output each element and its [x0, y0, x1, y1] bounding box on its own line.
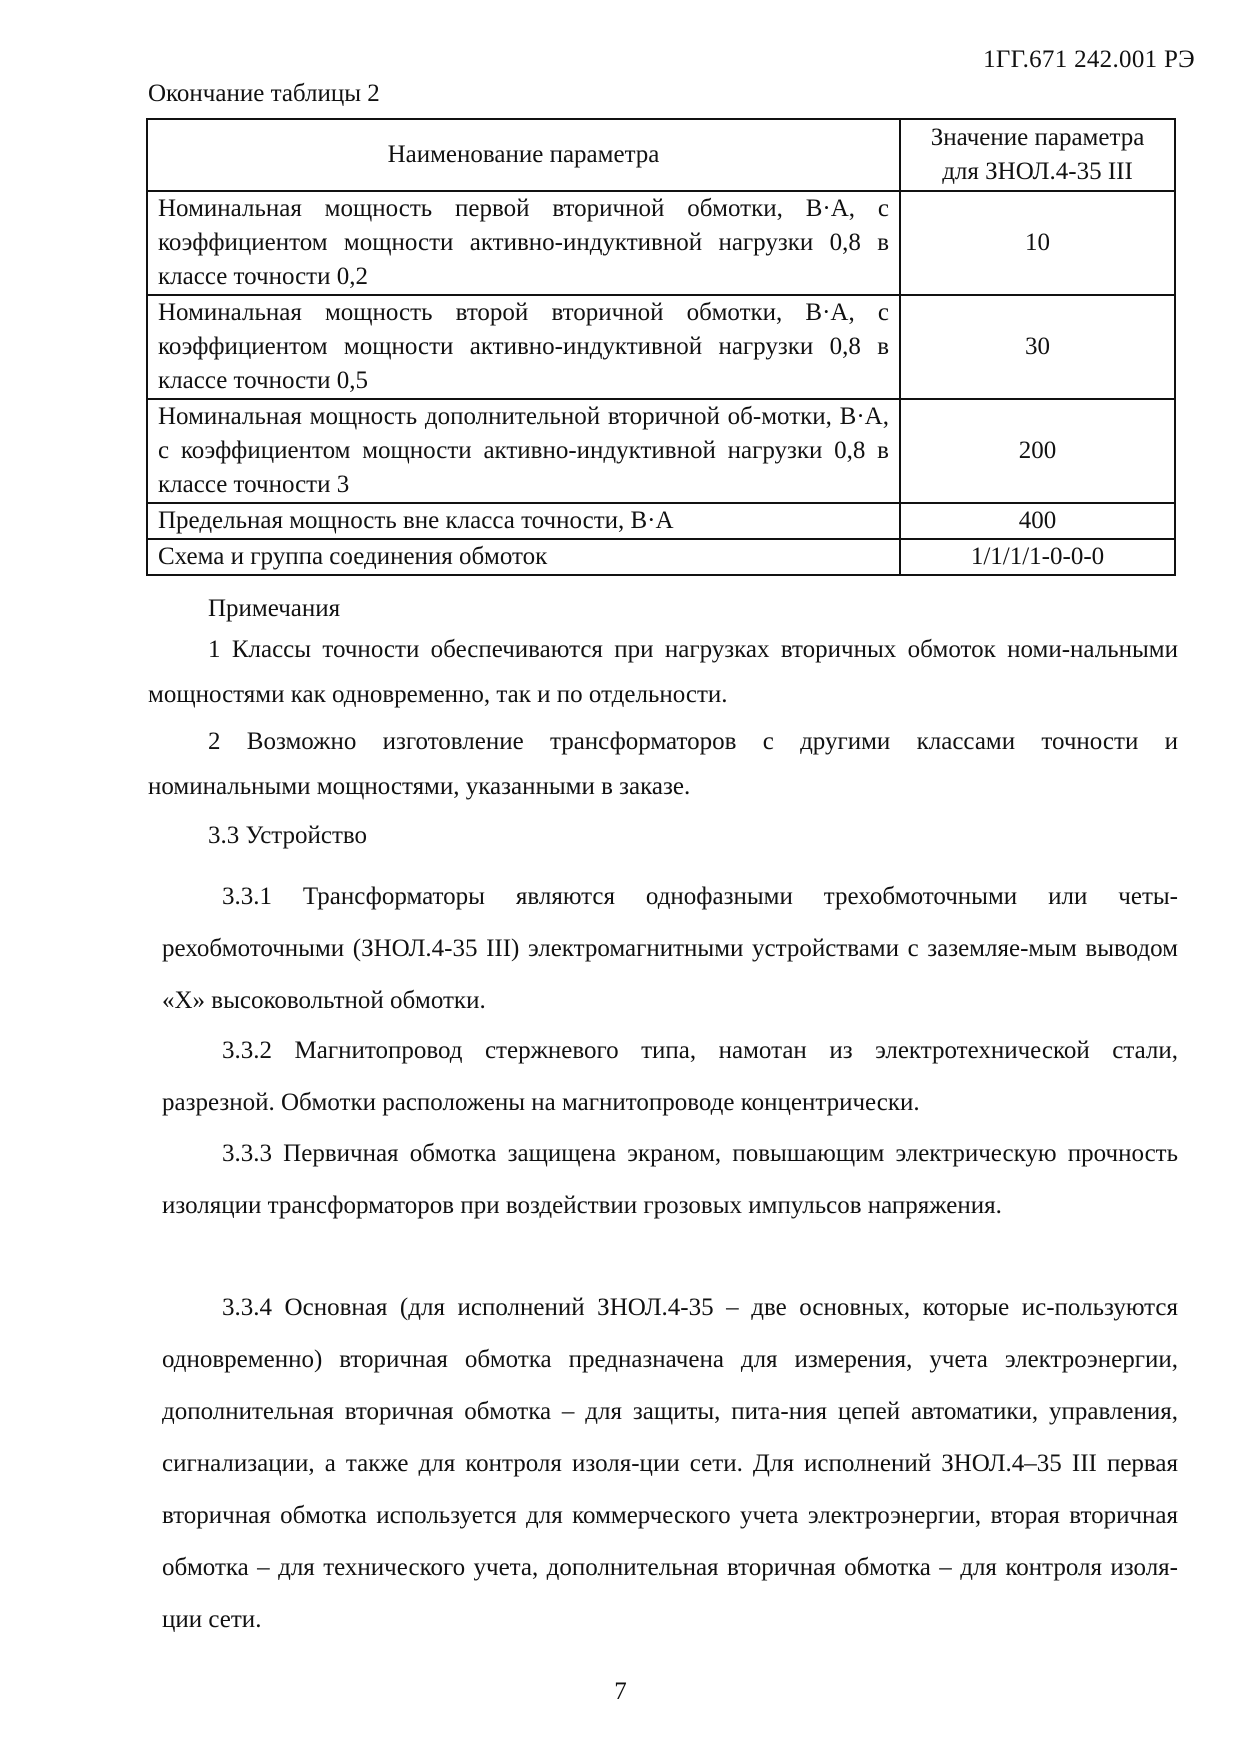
- row-value: 1/1/1/1-0-0-0: [900, 539, 1175, 575]
- table-row: [147, 503, 1175, 539]
- row-value: 30: [900, 295, 1175, 399]
- section-paragraph: 3.3.1 Трансформаторы являются однофазными трехобмоточными или четы-рехобмоточными (ЗНОЛ.4-35 III) электромагнитными устройствами с заземляе-мым выводом «Х» высоковольтной обмотки.: [162, 883, 1178, 1014]
- table-row: [147, 295, 1175, 399]
- table-row: [147, 191, 1175, 295]
- table-row: [147, 539, 1175, 575]
- table-header-row: [147, 119, 1175, 191]
- section-paragraph: 3.3.3 Первичная обмотка защищена экраном, повышающим электрическую прочность изоляции трансформаторов при воздействии грозовых импульсов напряжения.: [162, 1140, 1178, 1219]
- section-heading: 3.3 Устройство: [208, 822, 368, 849]
- notes-title: Примечания: [208, 595, 341, 622]
- section-paragraph: 3.3.4 Основная (для исполнений ЗНОЛ.4-35 – две основных, которые ис-пользуются одновременно) вторичная обмотка предназначена для измерения, учета электроэнергии, дополнительная вторичная обмотка – для защиты, пита-ния цепей автоматики, управления, сигнализации, а также для контроля изоля-ции сети. Для исполнений ЗНОЛ.4–35 III первая вторичная обмотка используется для коммерческого учета электроэнергии, вторая вторичная обмотка – для технического учета, дополнительная вторичная обмотка – для контроля изоля-ции сети.: [162, 1294, 1178, 1633]
- note-item: 2 Возможно изготовление трансформаторов с другими классами точности и номинальными мощностями, указанными в заказе.: [148, 728, 1178, 800]
- column-header-value: Значение параметра для ЗНОЛ.4-35 III: [900, 119, 1175, 191]
- document-code: 1ГГ.671 242.001 РЭ: [983, 46, 1195, 73]
- row-name: Схема и группа соединения обмоток: [147, 539, 900, 575]
- row-name: Номинальная мощность дополнительной вторичной об-мотки, В·А, с коэффициентом мощности активно-индуктивной нагрузки 0,8 в классе точности 3: [147, 399, 900, 503]
- column-header-name: Наименование параметра: [147, 119, 900, 191]
- section-paragraph: 3.3.2 Магнитопровод стержневого типа, намотан из электротехнической стали, разрезной. Обмотки расположены на магнитопроводе концентрически.: [162, 1037, 1178, 1116]
- page-number: 7: [614, 1678, 627, 1705]
- row-value: 10: [900, 191, 1175, 295]
- note-item: 1 Классы точности обеспечиваются при нагрузках вторичных обмоток номи-нальными мощностями как одновременно, так и по отдельности.: [148, 636, 1178, 708]
- row-name: Номинальная мощность второй вторичной обмотки, В·А, с коэффициентом мощности активно-индуктивной нагрузки 0,8 в классе точности 0,5: [147, 295, 900, 399]
- row-value: 200: [900, 399, 1175, 503]
- row-name: Предельная мощность вне класса точности, В·А: [147, 503, 900, 539]
- row-value: 400: [900, 503, 1175, 539]
- parameters-table: [146, 118, 1176, 576]
- table-caption: Окончание таблицы 2: [148, 80, 380, 107]
- row-name: Номинальная мощность первой вторичной обмотки, В·А, с коэффициентом мощности активно-индуктивной нагрузки 0,8 в классе точности 0,2: [147, 191, 900, 295]
- table-row: [147, 399, 1175, 503]
